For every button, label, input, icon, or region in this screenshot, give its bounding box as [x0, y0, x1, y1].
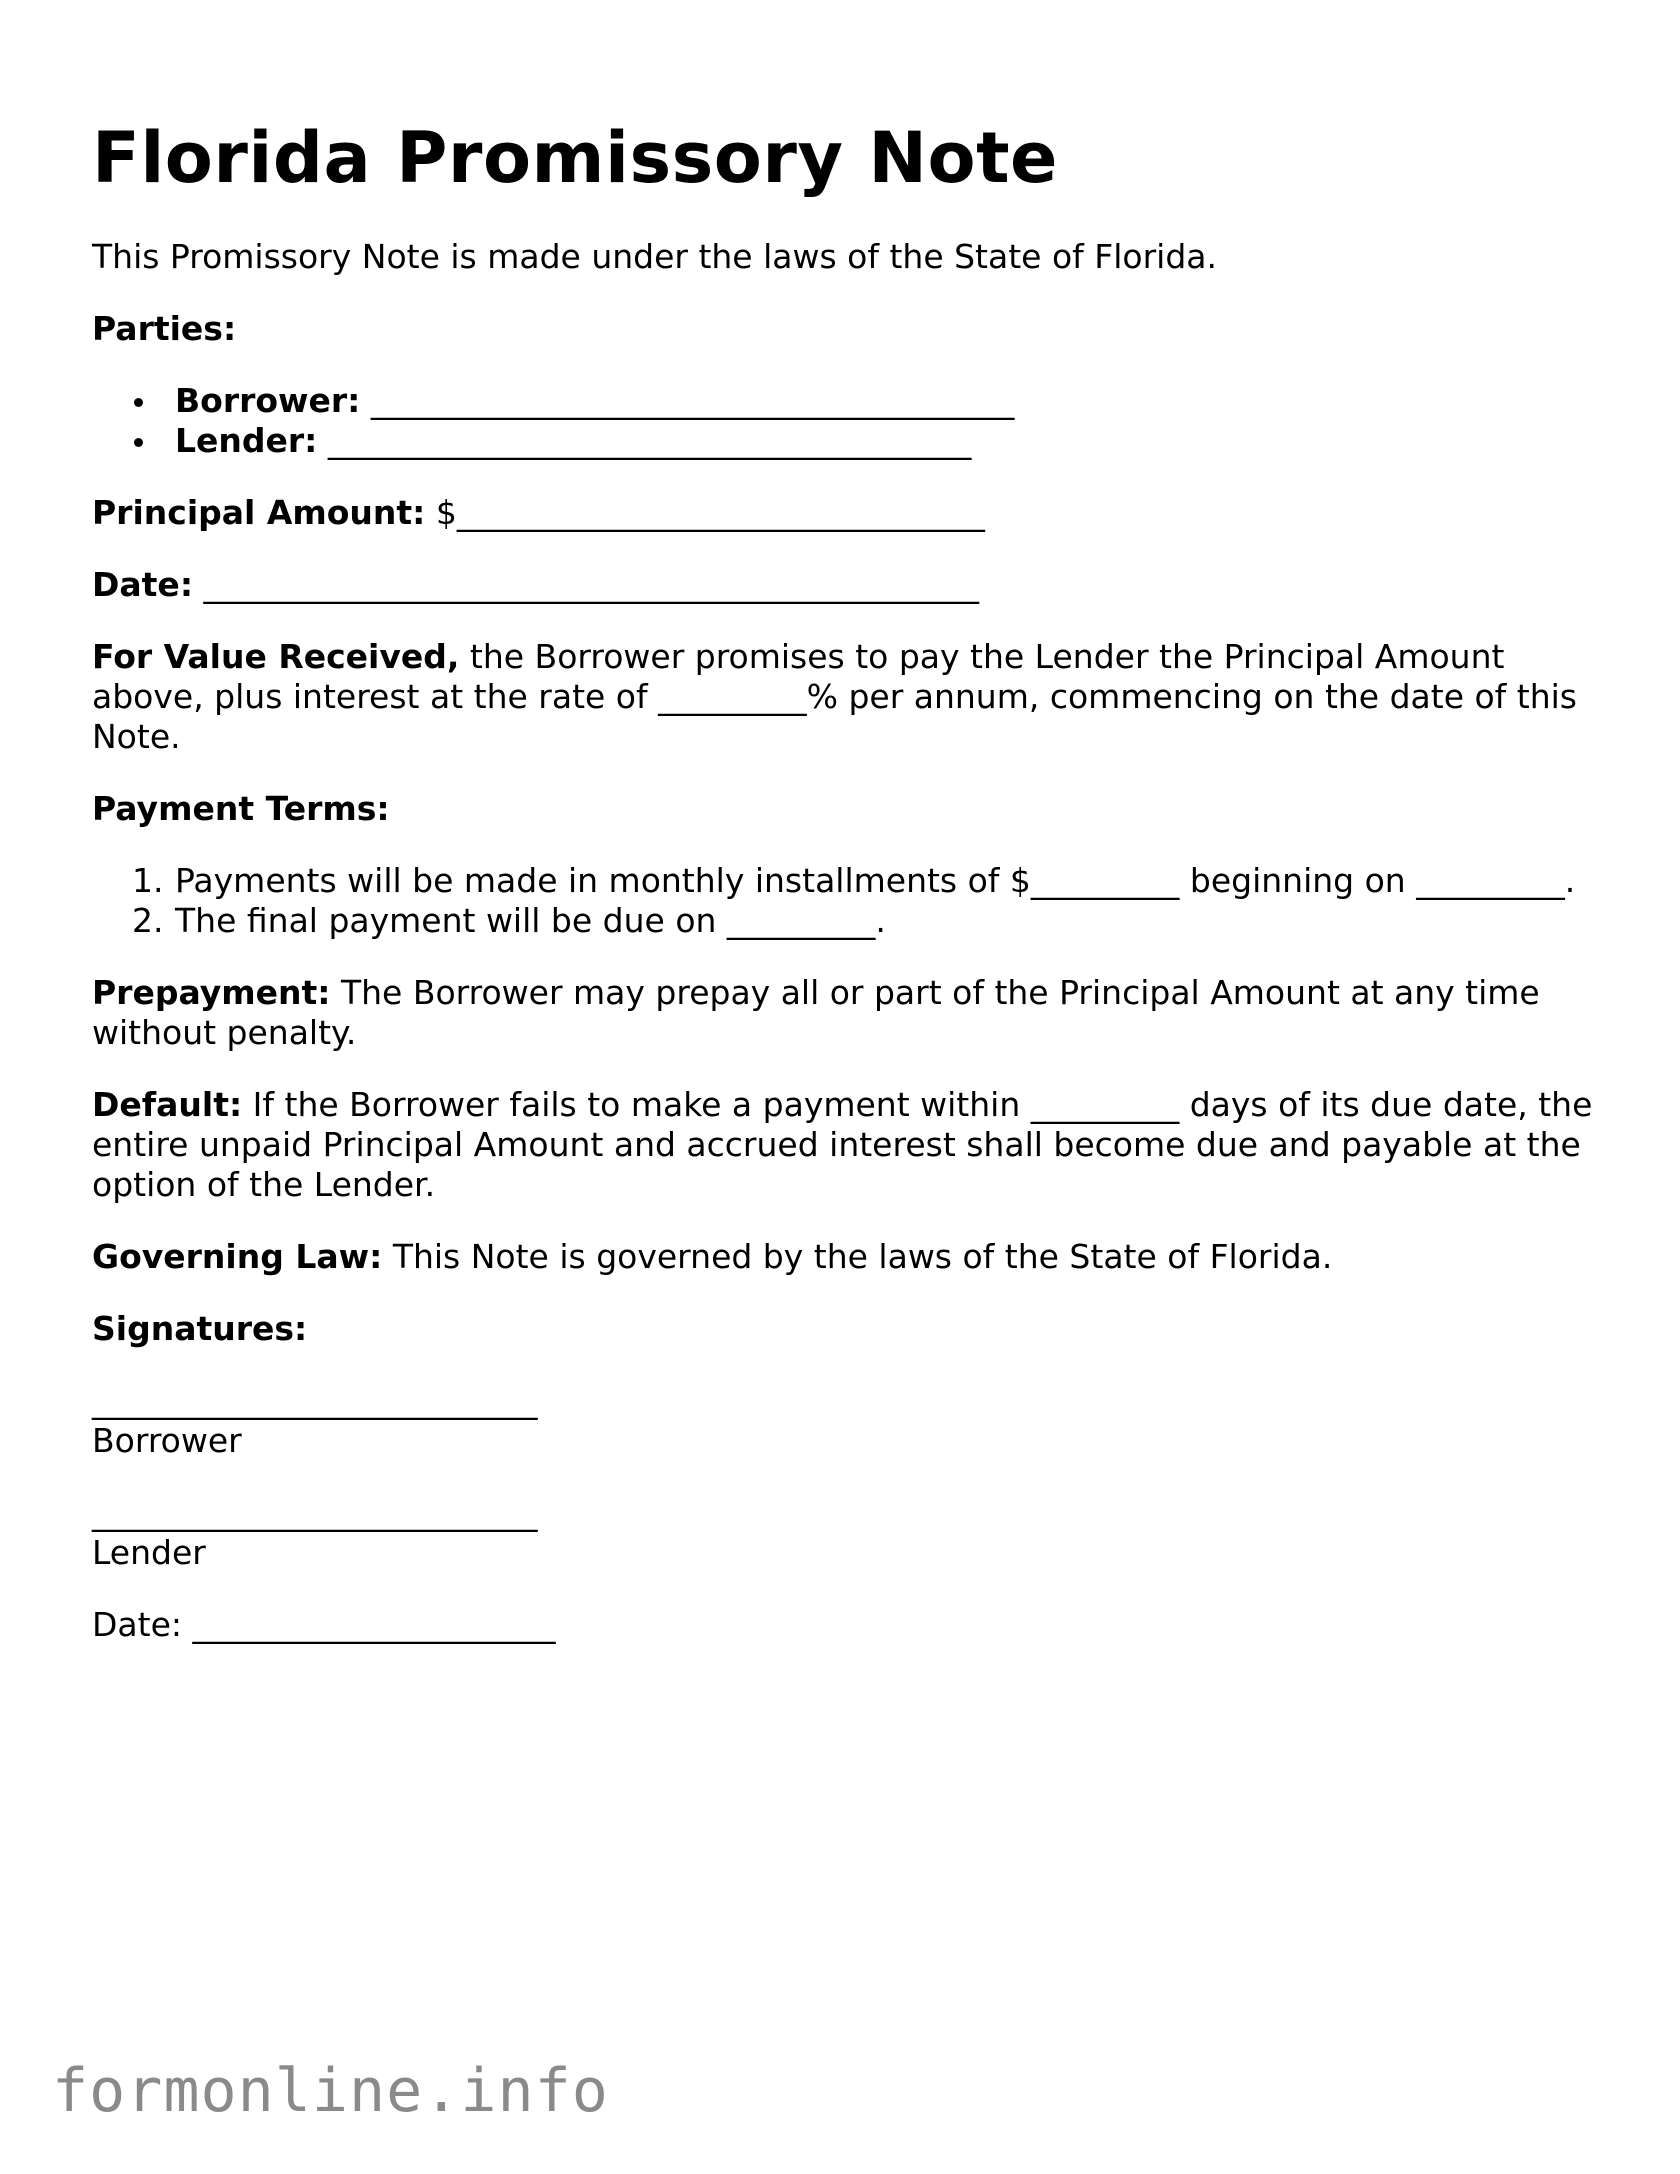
principal-blank: $________________________________ [435, 493, 985, 532]
date-section [92, 565, 1602, 605]
governing-law-text: This Note is governed by the laws of the State of Florida. [382, 1237, 1333, 1276]
value-received-label: For Value Received, [92, 637, 460, 676]
date-blank: _______________________________________________ [203, 565, 980, 604]
default-section [92, 1085, 1602, 1205]
document-title: Florida Promissory Note [92, 117, 1059, 199]
prepayment-text: The Borrower may prepay all or part of the Principal Amount at any time without penalty. [92, 973, 1540, 1052]
borrower-signature-line: ___________________________ [92, 1381, 538, 1420]
payment-terms-heading: Payment Terms: [92, 789, 390, 828]
list-item-borrower [132, 381, 1602, 421]
list-item [132, 861, 1602, 901]
lender-signature-block [92, 1493, 1602, 1573]
principal-label: Principal Amount: [92, 493, 426, 532]
list-number: 1. [132, 861, 164, 900]
payment-term-text: Payments will be made in monthly installments of $_________ beginning on _________. [175, 861, 1576, 900]
lender-signature-line: ___________________________ [92, 1493, 538, 1532]
parties-section [92, 309, 1602, 349]
date-label: Date: [92, 565, 194, 604]
prepayment-label: Prepayment: [92, 973, 331, 1012]
lender-blank: _______________________________________ [327, 421, 972, 460]
document-page [92, 0, 1602, 1645]
borrower-blank: _______________________________________ [370, 381, 1015, 420]
signatures-section [92, 1309, 1602, 1349]
list-item-lender [132, 421, 1602, 461]
principal-section [92, 493, 1602, 533]
parties-list [92, 381, 1602, 461]
governing-law-section [92, 1237, 1602, 1277]
value-received-text: the Borrower promises to pay the Lender the Principal Amount above, plus interest at the rate of _________% per annum, commencing on the date of this Note. [92, 637, 1577, 756]
intro-text: This Promissory Note is made under the laws of the State of Florida. [92, 237, 1217, 276]
payment-terms-list [92, 861, 1602, 941]
payment-terms-section [92, 789, 1602, 829]
governing-law-label: Governing Law: [92, 1237, 383, 1276]
list-item [132, 901, 1602, 941]
watermark: formonline.info [52, 2056, 609, 2126]
borrower-signature-label: Borrower [92, 1421, 242, 1460]
default-label: Default: [92, 1085, 243, 1124]
borrower-label: Borrower: [175, 381, 361, 420]
list-number: 2. [132, 901, 164, 940]
default-text: If the Borrower fails to make a payment within _________ days of its due date, the entire unpaid Principal Amount and accrued interest shall become due and payable at the option of the Lender. [92, 1085, 1593, 1204]
signatures-heading: Signatures: [92, 1309, 308, 1348]
signature-date: Date: ______________________ [92, 1605, 556, 1644]
lender-label: Lender: [175, 421, 318, 460]
payment-term-text: The final payment will be due on _________. [175, 901, 886, 940]
lender-signature-label: Lender [92, 1533, 206, 1572]
parties-heading: Parties: [92, 309, 237, 348]
prepayment-section [92, 973, 1602, 1053]
value-received-section [92, 637, 1602, 757]
borrower-signature-block [92, 1381, 1602, 1461]
